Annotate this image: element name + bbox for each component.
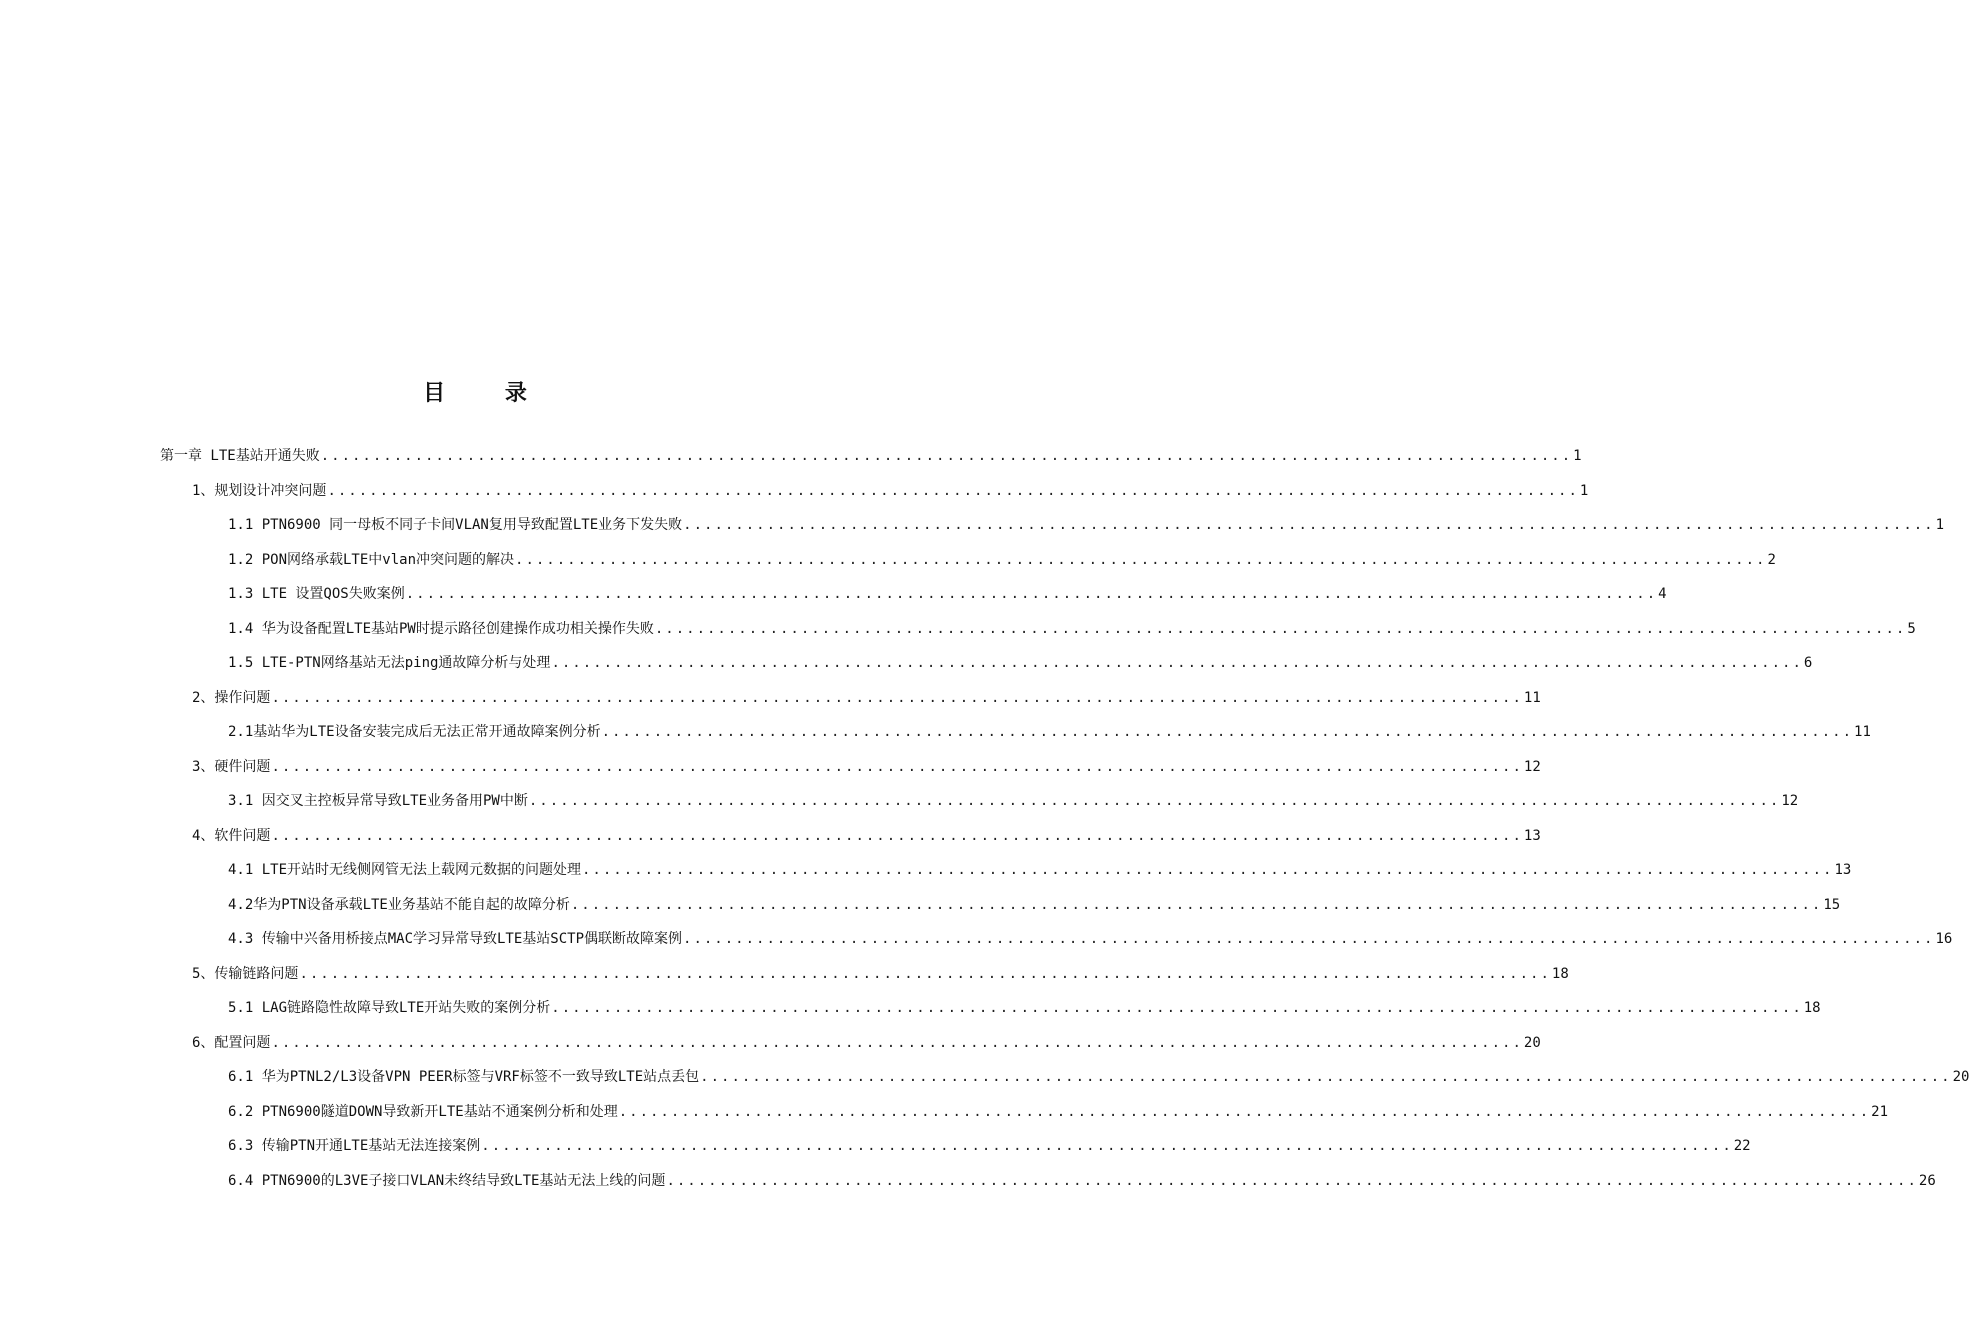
toc-leader-dots: ........................................................................................................................ (299, 965, 1551, 982)
toc-leader-dots: ........................................................................................................................ (601, 724, 1854, 740)
toc-leader-dots: ........................................................................................................................ (481, 1138, 1733, 1154)
toc-entry[interactable] (192, 687, 1541, 709)
toc-entry[interactable] (228, 618, 1916, 640)
toc-entry-title: 5.1 LAG链路隐性故障导致LTE开站失败的案例分析 (228, 1000, 551, 1016)
toc-entry[interactable] (228, 721, 1871, 743)
toc-page-number: 2 (1767, 551, 1776, 568)
toc-page-number: 1 (1579, 482, 1589, 499)
toc-entry[interactable] (228, 1170, 1936, 1192)
toc-page-number: 1 (1573, 448, 1582, 464)
toc-leader-dots: ........................................................................................................................ (666, 1172, 1918, 1189)
toc-leader-dots: ........................................................................................................................ (683, 517, 1935, 533)
toc-leader-dots: ........................................................................................................................ (271, 827, 1523, 844)
toc-leader-dots: ........................................................................................................................ (570, 896, 1823, 913)
toc-leader-dots: ........................................................................................................................ (582, 862, 1834, 878)
toc-entry[interactable] (228, 997, 1821, 1019)
toc-page-number: 26 (1918, 1172, 1936, 1189)
toc-entry[interactable] (228, 790, 1799, 812)
toc-entry[interactable] (192, 1032, 1541, 1054)
toc-page-number: 22 (1733, 1138, 1751, 1154)
toc-entry-title: 4、软件问题 (192, 827, 271, 844)
toc-page-number: 20 (1952, 1069, 1969, 1085)
toc-leader-dots: ........................................................................................................................ (405, 586, 1658, 602)
toc-leader-dots: ........................................................................................................................ (700, 1069, 1952, 1085)
toc-leader-dots: ........................................................................................................................ (551, 1000, 1803, 1016)
toc-entry-title: 6.2 PTN6900隧道DOWN导致新开LTE基站不通案例分析和处理 (228, 1103, 618, 1120)
toc-entry[interactable] (228, 1066, 1969, 1088)
toc-page-number: 6 (1803, 655, 1813, 671)
toc-leader-dots: ........................................................................................................................ (271, 758, 1523, 775)
toc-page-number: 15 (1823, 896, 1841, 913)
toc-page-number: 4 (1658, 586, 1667, 602)
toc-leader-dots: ........................................................................................................................ (515, 551, 1767, 568)
toc-entry[interactable] (228, 894, 1841, 916)
toc-entry[interactable] (228, 652, 1813, 674)
toc-page-number: 13 (1523, 827, 1541, 844)
toc-entry-title: 1.4 华为设备配置LTE基站PW时提示路径创建操作成功相关操作失败 (228, 620, 654, 637)
toc-entry-title: 2、操作问题 (192, 689, 271, 706)
toc-entry[interactable] (192, 825, 1541, 847)
toc-entry-title: 1.3 LTE 设置QOS失败案例 (228, 586, 405, 602)
toc-leader-dots: ........................................................................................................................ (320, 448, 1573, 464)
toc-page-number: 16 (1935, 931, 1953, 947)
toc-entry[interactable] (192, 480, 1589, 502)
toc-entry[interactable] (228, 1135, 1751, 1157)
toc-page-number: 5 (1907, 620, 1916, 637)
toc-entry[interactable] (228, 1101, 1889, 1123)
toc-entry-title: 1.5 LTE-PTN网络基站无法ping通故障分析与处理 (228, 655, 551, 671)
toc-leader-dots: ........................................................................................................................ (683, 931, 1935, 947)
toc-entry-title: 3.1 因交叉主控板异常导致LTE业务备用PW中断 (228, 793, 528, 809)
toc-entry[interactable] (228, 514, 1945, 536)
toc-entry-title: 6.4 PTN6900的L3VE子接口VLAN未终结导致LTE基站无法上线的问题 (228, 1172, 666, 1189)
toc-leader-dots: ........................................................................................................................ (654, 620, 1907, 637)
toc-entry-title: 4.2华为PTN设备承载LTE业务基站不能自起的故障分析 (228, 896, 570, 913)
toc-leader-dots: ........................................................................................................................ (618, 1103, 1871, 1120)
toc-leader-dots: ........................................................................................................................ (271, 1034, 1523, 1051)
toc-entry-title: 1.1 PTN6900 同一母板不同子卡间VLAN复用导致配置LTE业务下发失败 (228, 517, 683, 533)
toc-page-number: 11 (1854, 724, 1871, 740)
toc-leader-dots: ........................................................................................................................ (327, 482, 1579, 499)
toc-entry-title: 1.2 PON网络承载LTE中vlan冲突问题的解决 (228, 551, 515, 568)
toc-entry-title: 5、传输链路问题 (192, 965, 299, 982)
toc-entry-title: 6、配置问题 (192, 1034, 271, 1051)
toc-entry-title: 4.1 LTE开站时无线侧网管无法上载网元数据的问题处理 (228, 862, 581, 878)
toc-page-number: 20 (1523, 1034, 1541, 1051)
toc-page-number: 11 (1523, 689, 1541, 706)
toc-entry[interactable] (228, 583, 1667, 605)
toc-entry-title: 3、硬件问题 (192, 758, 271, 775)
toc-page-number: 1 (1935, 517, 1945, 533)
toc-entry-title: 4.3 传输中兴备用桥接点MAC学习异常导致LTE基站SCTP偶联断故障案例 (228, 931, 683, 947)
toc-entry[interactable] (228, 928, 1953, 950)
toc-entry-title: 1、规划设计冲突问题 (192, 482, 327, 499)
toc-entry[interactable] (160, 445, 1582, 467)
toc-entry[interactable] (192, 756, 1541, 778)
toc-leader-dots: ........................................................................................................................ (551, 655, 1803, 671)
toc-entry[interactable] (192, 963, 1569, 985)
toc-page-number: 21 (1871, 1103, 1889, 1120)
toc-page-number: 12 (1523, 758, 1541, 775)
toc-entry-title: 第一章 LTE基站开通失败 (160, 448, 320, 464)
toc-leader-dots: ........................................................................................................................ (271, 689, 1523, 706)
toc-entry[interactable] (228, 549, 1776, 571)
toc-page-number: 18 (1551, 965, 1569, 982)
toc-page-number: 18 (1803, 1000, 1821, 1016)
toc-leader-dots: ........................................................................................................................ (528, 793, 1781, 809)
toc-entry-title: 2.1基站华为LTE设备安装完成后无法正常开通故障案例分析 (228, 724, 601, 740)
toc-page-number: 13 (1834, 862, 1852, 878)
toc-entry-title: 6.1 华为PTNL2/L3设备VPN PEER标签与VRF标签不一致导致LTE站点丢包 (228, 1069, 700, 1085)
toc-entry-title: 6.3 传输PTN开通LTE基站无法连接案例 (228, 1138, 481, 1154)
toc-page-number: 12 (1781, 793, 1799, 809)
toc-entry[interactable] (228, 859, 1852, 881)
page-title: 目 录 (423, 381, 553, 406)
